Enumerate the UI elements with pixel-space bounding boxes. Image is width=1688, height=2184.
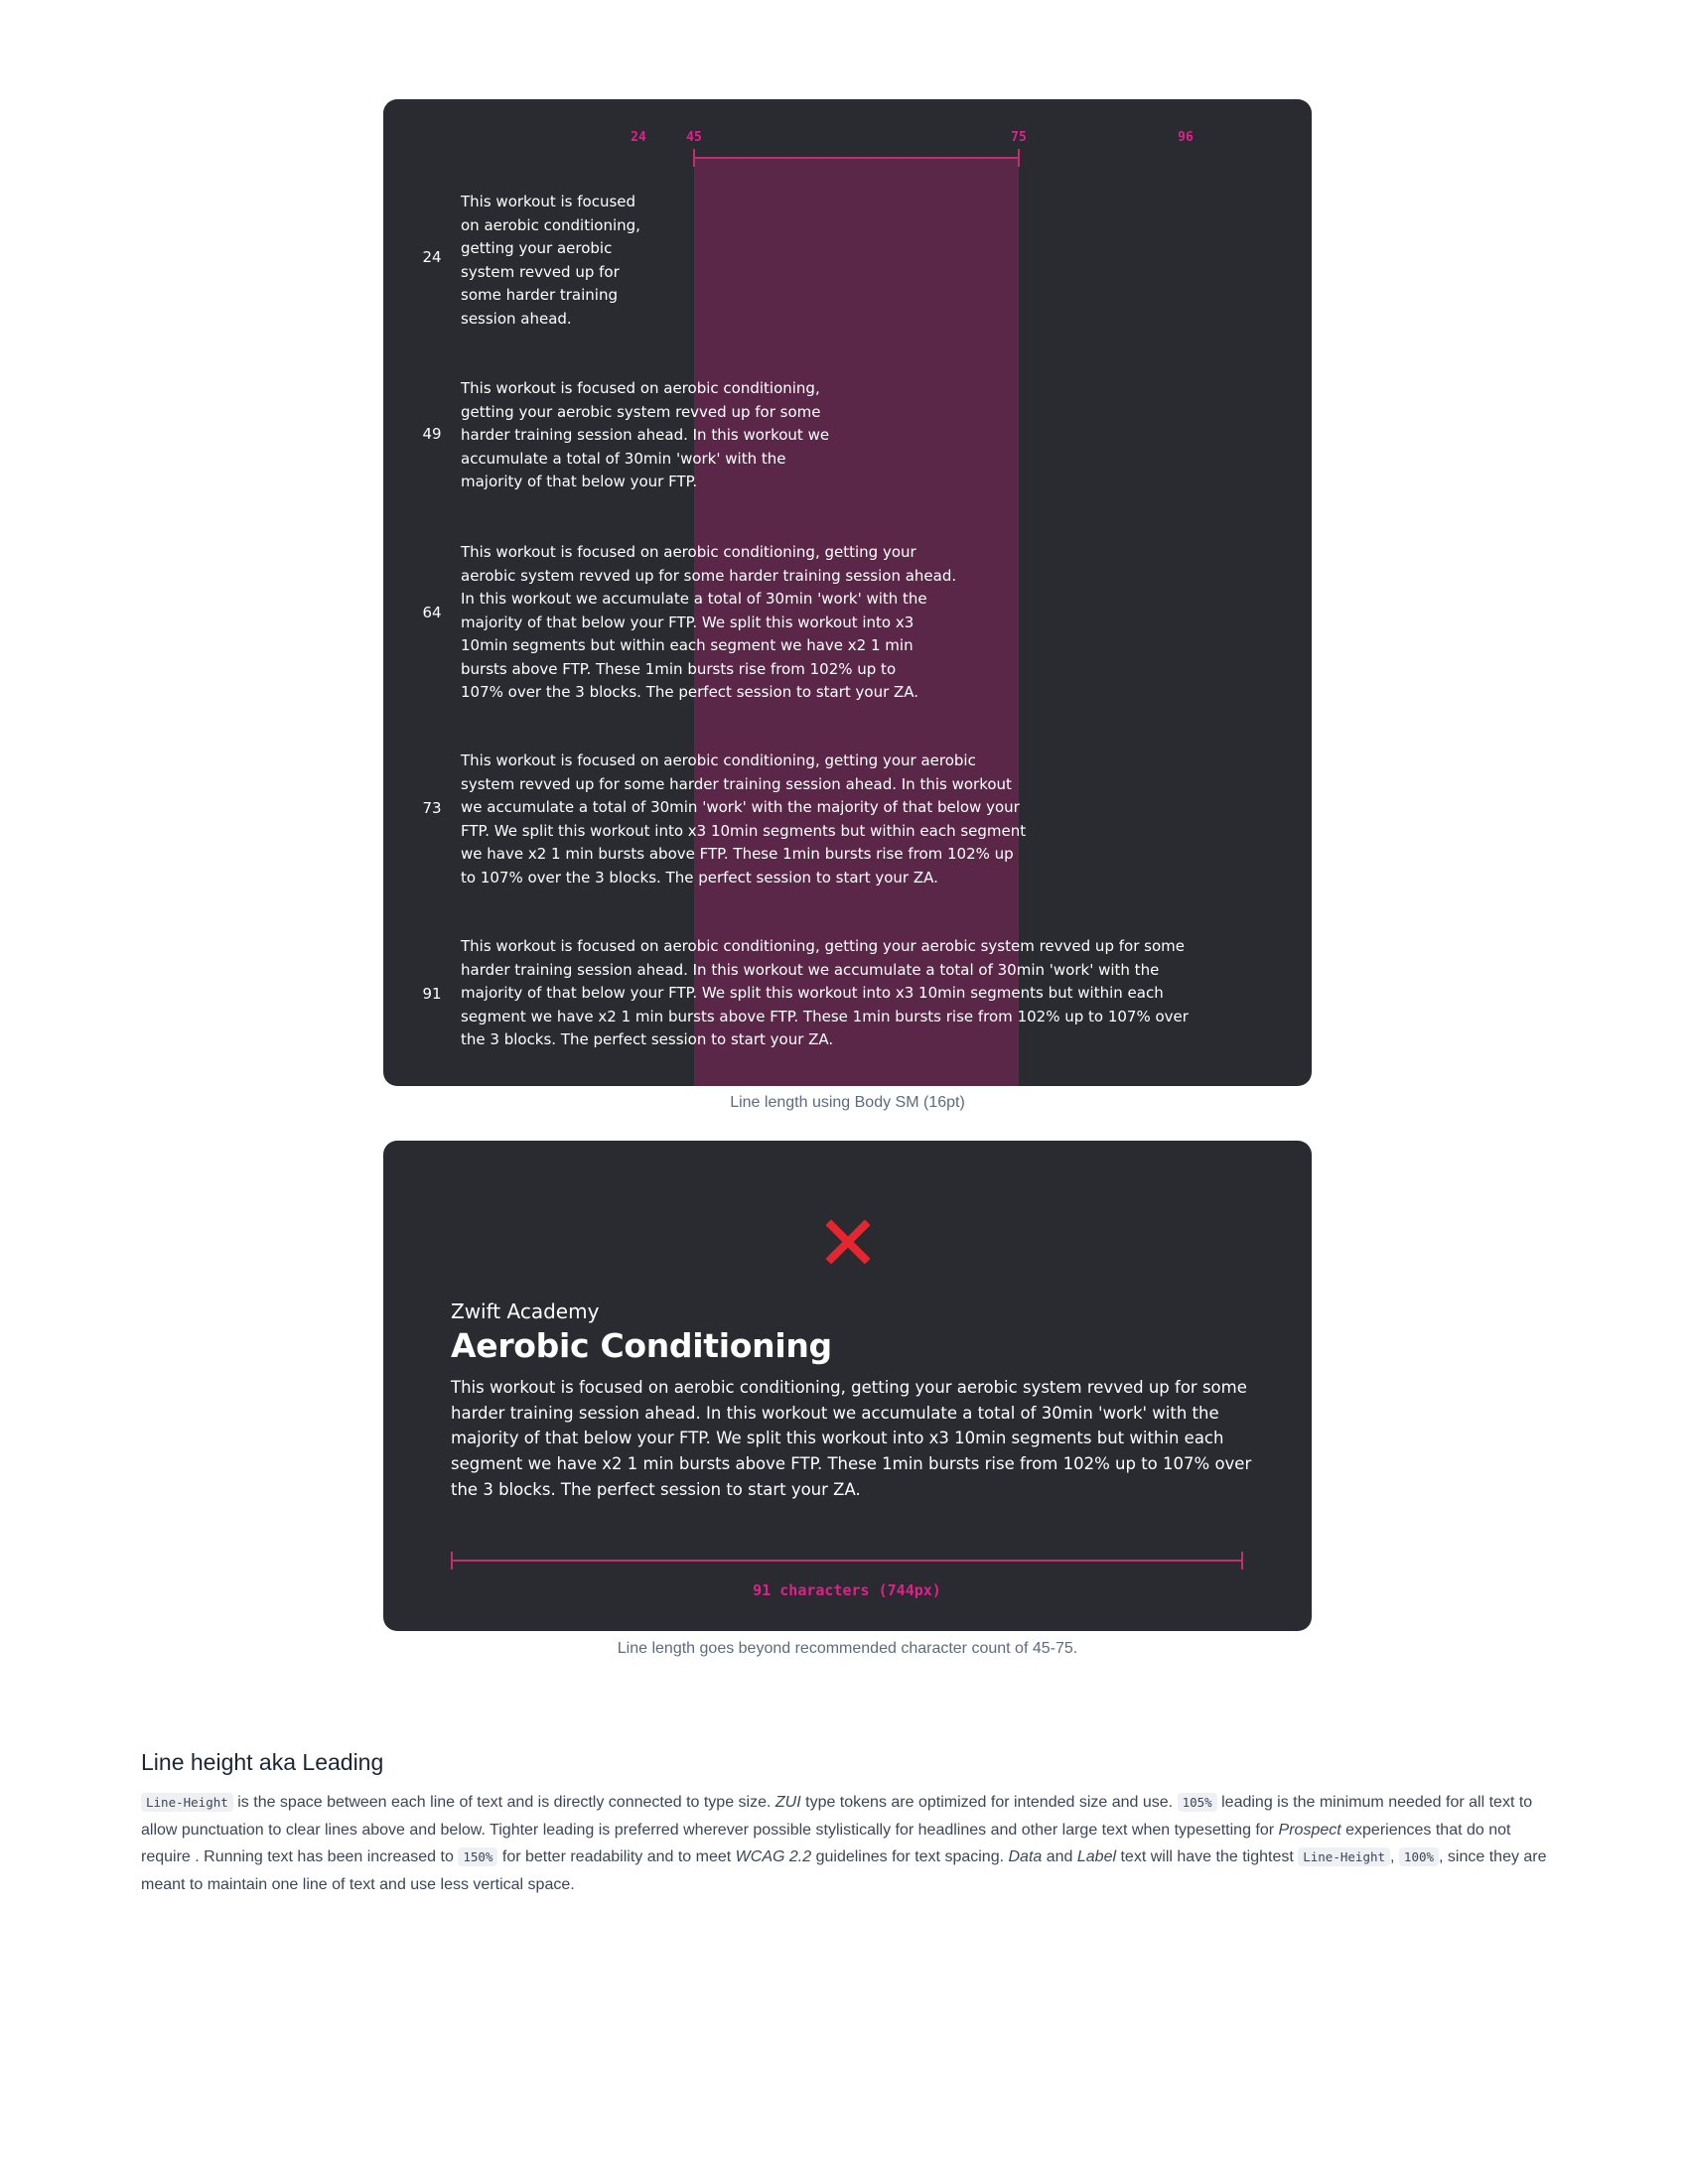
range-start-tick bbox=[693, 149, 695, 167]
emphasis-text: Label bbox=[1076, 1848, 1117, 1865]
section-paragraph bbox=[141, 1789, 1551, 1898]
ruler-mark: 75 bbox=[1011, 130, 1027, 145]
recommended-range-line bbox=[694, 157, 1019, 159]
bad-example-caption: Line length goes beyond recommended character count of 45-75. bbox=[617, 1640, 1078, 1657]
body-text: is the space between each line of text and is directly connected to type size. bbox=[232, 1794, 775, 1811]
ruler-mark: 45 bbox=[686, 130, 702, 145]
line-length-caption: Line length using Body SM (16pt) bbox=[730, 1094, 965, 1111]
sample-text: This workout is focused on aerobic conditioning, getting your aerobic system revved up for some harder training session ahead. In this workout we accumulate a total of 30min 'work' with the majority of that below your FTP. We split this workout into x3 10min segments but within each segment we have x2 1 min bursts above FTP. These 1min bursts rise from 102% up to 107% over the 3 blocks. The perfect session to start your ZA. bbox=[461, 937, 1189, 1048]
body-text: and bbox=[1042, 1848, 1077, 1865]
workout-description: This workout is focused on aerobic conditioning, getting your aerobic system revved up for some harder training session ahead. In this workout we accumulate a total of 30min 'work' with the majority of that below your FTP. We split this workout into x3 10min segments but within each segment we have x2 1 min bursts above FTP. These 1min bursts rise from 102% up to 107% over the 3 blocks. The perfect session to start your ZA. bbox=[451, 1378, 1252, 1499]
measure-end-tick bbox=[1241, 1552, 1243, 1570]
token-code: 105% bbox=[1178, 1793, 1217, 1812]
sample-char-count: 91 bbox=[422, 985, 442, 1003]
section-heading: Line height aka Leading bbox=[141, 1749, 384, 1775]
measure-line bbox=[451, 1560, 1243, 1562]
sample-char-count: 64 bbox=[422, 604, 442, 621]
ruler-mark: 24 bbox=[631, 130, 646, 145]
token-code: 150% bbox=[458, 1847, 497, 1866]
sample-text: This workout is focused on aerobic conditioning, getting your aerobic system revved up for some harder training session ahead. In this workout we accumulate a total of 30min 'work' with the majority of that below your FTP. We split this workout into x3 10min segments but within each segment we have x2 1 min bursts above FTP. These 1min bursts rise from 102% up to 107% over the 3 blocks. The perfect session to start your ZA. bbox=[461, 751, 1027, 887]
sample-char-count: 49 bbox=[422, 425, 442, 443]
body-text: , bbox=[1390, 1848, 1399, 1865]
bad-example-card bbox=[383, 1141, 1312, 1631]
measure-label: 91 characters (744px) bbox=[753, 1581, 941, 1599]
measure-start-tick bbox=[451, 1552, 453, 1570]
emphasis-text: WCAG 2.2 bbox=[735, 1848, 812, 1865]
body-text: type tokens are optimized for intended size and use. bbox=[800, 1794, 1178, 1811]
sample-text: This workout is focused on aerobic conditioning, getting your aerobic system revved up for some harder training session ahead. bbox=[461, 193, 640, 328]
body-text: leading is the minimum needed for all text to allow punctuation to clear lines above and below. Tighter leading is preferred wherever possible stylistically for headlines and other large text when typesetting for bbox=[141, 1794, 1533, 1839]
workout-title: Aerobic Conditioning bbox=[451, 1326, 832, 1365]
line-length-card bbox=[383, 99, 1312, 1086]
sample-text: This workout is focused on aerobic conditioning, getting your aerobic system revved up for some harder training session ahead. In this workout we accumulate a total of 30min 'work' with the majority of that below your FTP. bbox=[461, 379, 830, 490]
emphasis-text: ZUI bbox=[774, 1794, 801, 1811]
body-text: experiences that do not require . Running text has been increased to bbox=[141, 1821, 1511, 1865]
body-text: guidelines for text spacing. bbox=[811, 1848, 1009, 1865]
sample-char-count: 73 bbox=[422, 799, 442, 817]
sample-char-count: 24 bbox=[422, 248, 442, 266]
body-text: text will have the tightest bbox=[1116, 1848, 1299, 1865]
token-code: Line-Height bbox=[141, 1793, 233, 1812]
token-code: Line-Height bbox=[1298, 1847, 1390, 1866]
emphasis-text: Prospect bbox=[1278, 1821, 1341, 1839]
body-text: , since they are meant to maintain one line of text and use less vertical space. bbox=[141, 1848, 1547, 1893]
range-end-tick bbox=[1018, 149, 1020, 167]
ruler-mark: 96 bbox=[1178, 130, 1194, 145]
body-text: for better readability and to meet bbox=[497, 1848, 736, 1865]
emphasis-text: Data bbox=[1008, 1848, 1043, 1865]
token-code: 100% bbox=[1399, 1847, 1439, 1866]
close-x-icon bbox=[820, 1214, 876, 1270]
eyebrow-label: Zwift Academy bbox=[451, 1299, 600, 1323]
sample-text: This workout is focused on aerobic conditioning, getting your aerobic system revved up for some harder training session ahead. In this workout we accumulate a total of 30min 'work' with the majority of that below your FTP. We split this workout into x3 10min segments but within each segment we have x2 1 min bursts above FTP. These 1min bursts rise from 102% up to 107% over the 3 blocks. The perfect session to start your ZA. bbox=[461, 543, 957, 701]
